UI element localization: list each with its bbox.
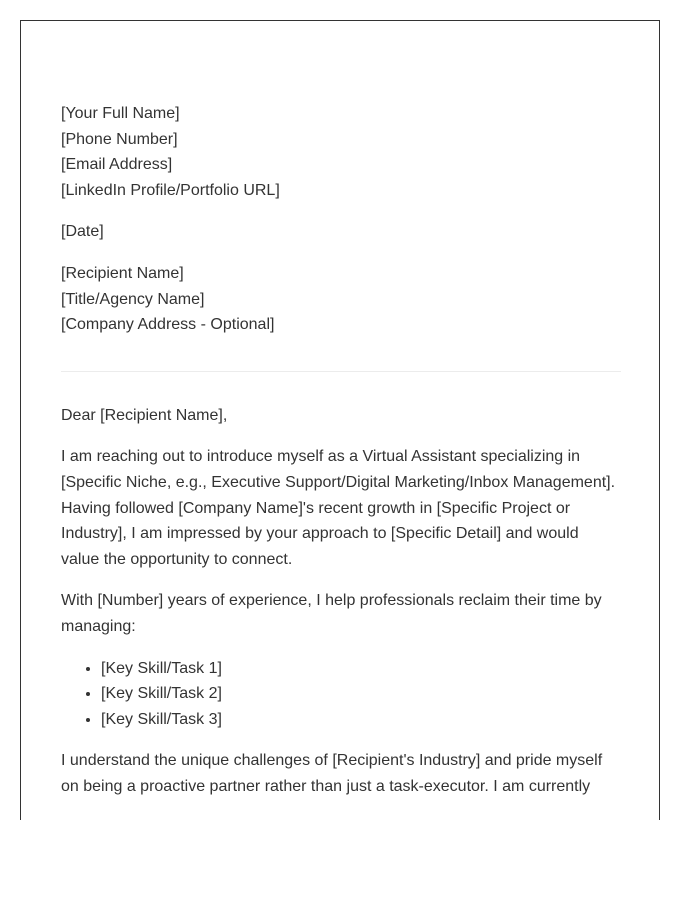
list-item: • [Key Skill/Task 3]: [101, 707, 621, 733]
date-block: [61, 219, 621, 245]
letter-date: [Date]: [61, 223, 104, 241]
body-paragraph-experience: With [Number] years of experience, I help professionals reclaim their time by managing:: [61, 592, 602, 635]
sender-block: [61, 101, 621, 203]
recipient-address: [Company Address - Optional]: [61, 316, 275, 334]
body-paragraph-industry: I understand the unique challenges of [Recipient's Industry] and pride myself on being a proactive partner rather than just a task-executor. I am currently: [61, 752, 603, 795]
recipient-block: [61, 261, 621, 338]
skills-list: [61, 656, 621, 733]
letter-page: [20, 20, 660, 820]
section-divider: [61, 371, 621, 372]
sender-url: [LinkedIn Profile/Portfolio URL]: [61, 181, 280, 199]
salutation: Dear [Recipient Name],: [61, 406, 228, 424]
sender-name: [Your Full Name]: [61, 105, 180, 122]
letter-content: [61, 101, 621, 815]
list-item: • [Key Skill/Task 1]: [101, 656, 621, 682]
body-paragraph-intro: I am reaching out to introduce myself as a Virtual Assistant specializing in [Specific Niche, e.g., Executive Support/Digital Marketing/Inbox Management]. Having followed [Company Name]'s recent growth in [Specific Project or Industry], I am impressed by your approach to [Specific Detail] and would value the opportunity to connect.: [61, 448, 616, 568]
recipient-title: [Title/Agency Name]: [61, 290, 205, 308]
recipient-name: [Recipient Name]: [61, 264, 184, 282]
sender-email: [Email Address]: [61, 156, 173, 174]
list-item: • [Key Skill/Task 2]: [101, 681, 621, 707]
sender-phone: [Phone Number]: [61, 130, 178, 148]
